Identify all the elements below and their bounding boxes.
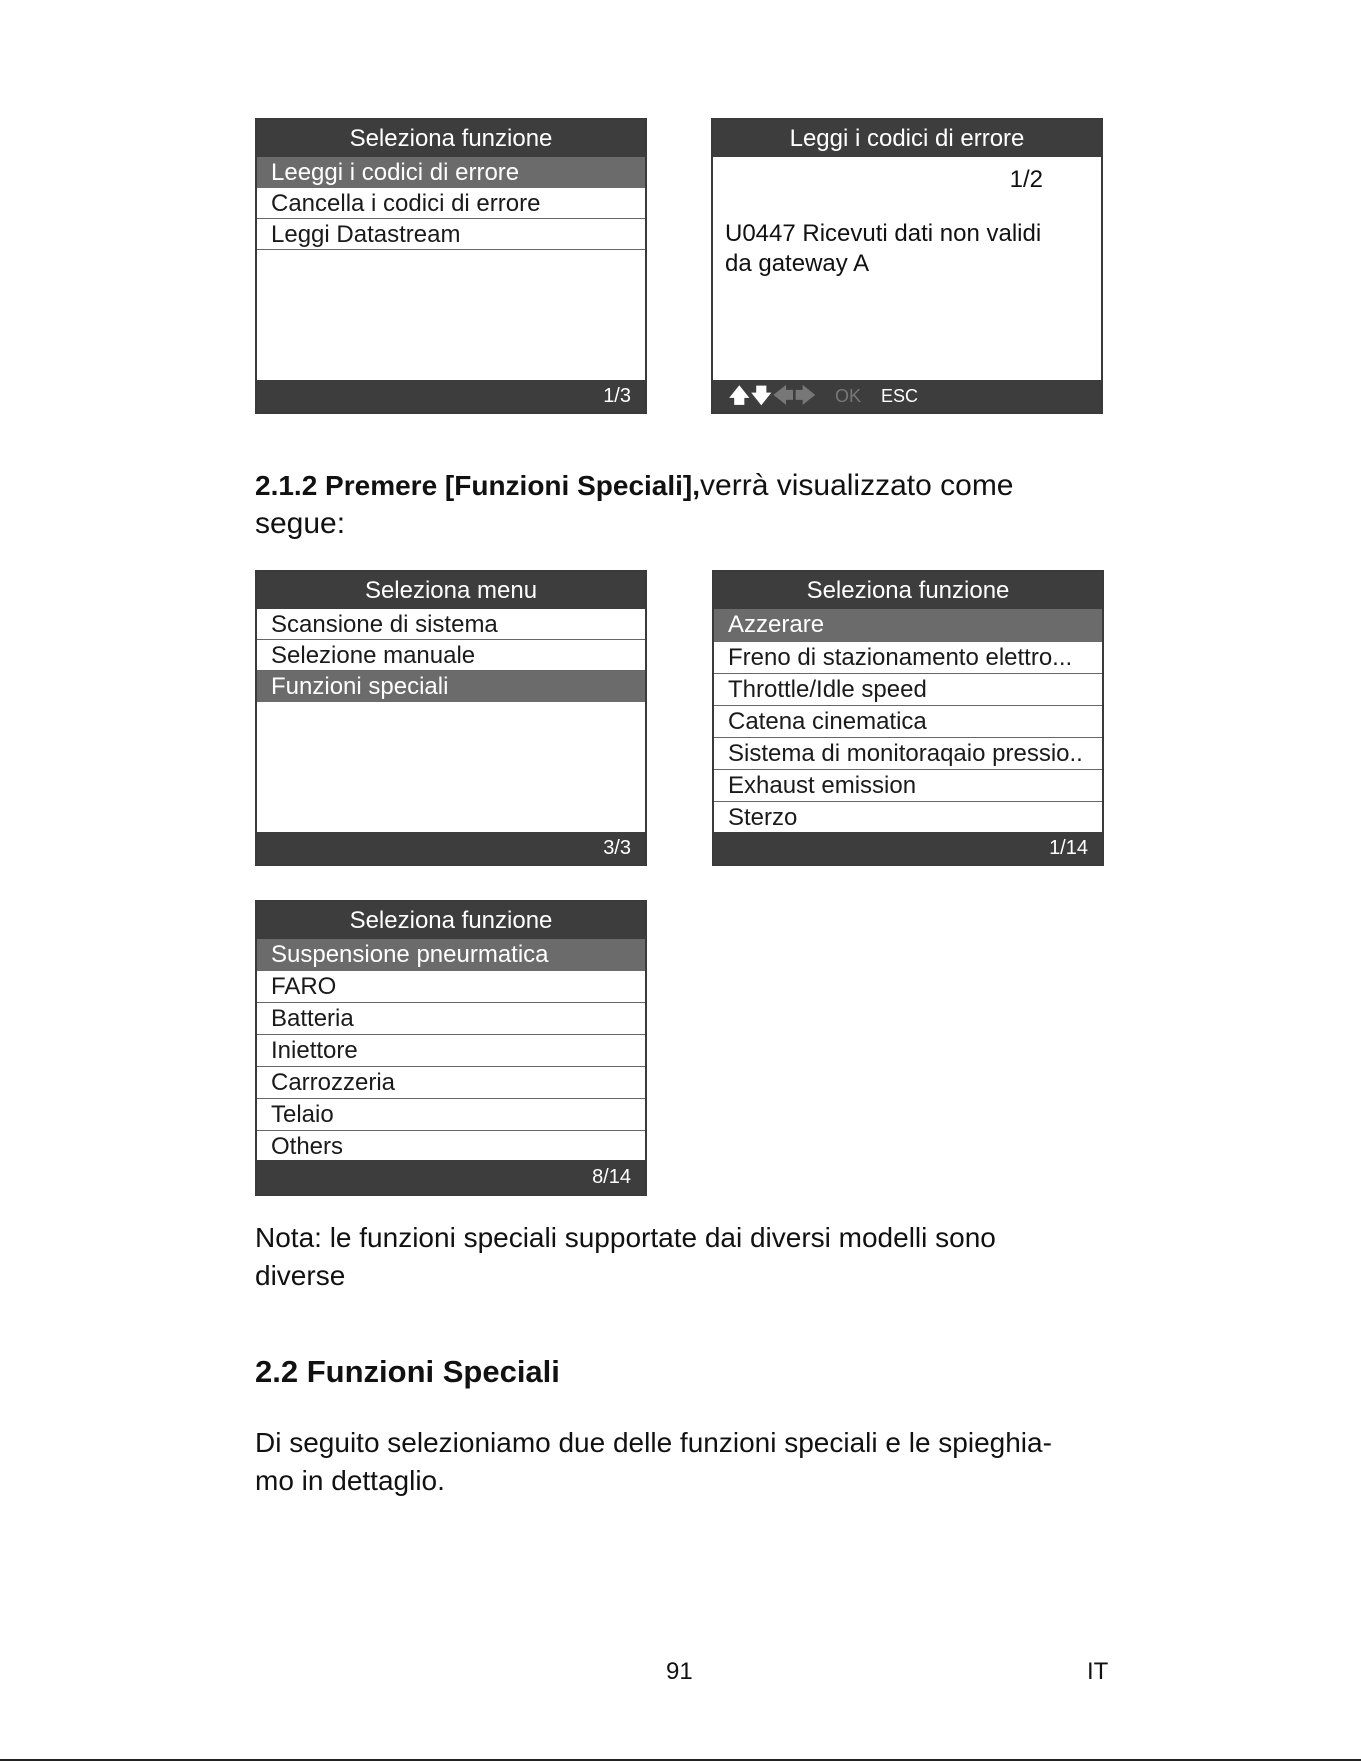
menu-item-chassis[interactable]: Telaio: [257, 1099, 645, 1131]
menu-item-air-suspension[interactable]: Suspensione pneurmatica: [257, 939, 645, 971]
screen-footer: [714, 832, 1102, 864]
section-2-2-paragraph: [255, 1424, 1155, 1500]
note-line-2: diverse: [255, 1260, 346, 1291]
section-2-2-heading: 2.2 Funzioni Speciali: [255, 1354, 560, 1389]
page-indicator: 1/14: [1049, 837, 1088, 859]
menu-list: [257, 939, 645, 1163]
screen-footer: [257, 380, 645, 412]
page-indicator: 1/3: [603, 385, 631, 407]
section-2-1-2-line2: segue:: [255, 507, 346, 540]
note-paragraph: [255, 1219, 1155, 1295]
screen-footer: [257, 832, 645, 864]
section-2-1-2-text: [255, 467, 1155, 543]
menu-list: [257, 157, 645, 250]
esc-key[interactable]: ESC: [881, 386, 919, 406]
menu-item-special-functions[interactable]: Funzioni speciali: [257, 671, 645, 702]
menu-item-steering[interactable]: Sterzo: [728, 804, 798, 831]
screen-title: Seleziona funzione: [257, 902, 645, 939]
menu-item-battery[interactable]: Batteria: [257, 1003, 645, 1035]
screen-footer: [713, 380, 1101, 412]
page-indicator: 3/3: [603, 837, 631, 859]
section-2-2-line-1: Di seguito selezioniamo due delle funzioni speciali e le spieghia-: [255, 1427, 1052, 1458]
menu-list: [714, 609, 1102, 834]
menu-item-headlamp[interactable]: FARO: [257, 971, 645, 1003]
screen-title: Seleziona menu: [257, 572, 645, 609]
note-line-1: Nota: le funzioni speciali supportate dai diversi modelli sono: [255, 1222, 996, 1253]
arrow-down-icon[interactable]: 🡇: [751, 385, 772, 407]
screen-select-function-2: [712, 570, 1104, 866]
menu-item-system-scan[interactable]: Scansione di sistema: [257, 609, 645, 640]
menu-item-tpms[interactable]: Sistema di monitoraqaio pressio..: [714, 738, 1102, 770]
arrow-right-icon[interactable]: 🡆: [795, 385, 816, 407]
screen-title: Seleziona funzione: [714, 572, 1102, 609]
menu-item-others[interactable]: Others: [257, 1131, 645, 1163]
section-2-2-line-2: mo in dettaglio.: [255, 1465, 445, 1496]
arrow-up-icon[interactable]: 🡅: [729, 385, 750, 407]
screen-read-codes: [711, 118, 1103, 414]
menu-item-exhaust[interactable]: Exhaust emission: [714, 770, 1102, 802]
menu-item-manual-selection[interactable]: Selezione manuale: [257, 640, 645, 671]
page-indicator: 1/2: [1009, 166, 1043, 193]
section-2-1-2-bold: 2.1.2 Premere [Funzioni Speciali],: [255, 470, 701, 501]
screen-select-function-1: [255, 118, 647, 414]
menu-item-injector[interactable]: Iniettore: [257, 1035, 645, 1067]
screen-title: Seleziona funzione: [257, 120, 645, 157]
screen-footer: [257, 1160, 645, 1194]
menu-item-body[interactable]: Carrozzeria: [257, 1067, 645, 1099]
nav-keys: [729, 380, 918, 412]
menu-item-clear-codes[interactable]: Cancella i codici di errore: [257, 188, 645, 219]
menu-item-datastream[interactable]: Leggi Datastream: [257, 219, 645, 250]
error-code-message: U0447 Ricevuti dati non validi da gateway A: [725, 220, 1042, 277]
language-code: IT: [1087, 1658, 1109, 1685]
screen-select-menu: [255, 570, 647, 866]
page-number: 91: [666, 1658, 693, 1685]
arrow-left-icon[interactable]: 🡄: [773, 385, 794, 407]
screen-title: Leggi i codici di errore: [713, 120, 1101, 157]
ok-key[interactable]: OK: [835, 386, 862, 406]
menu-item-throttle[interactable]: Throttle/Idle speed: [714, 674, 1102, 706]
menu-item-parking-brake[interactable]: Freno di stazionamento elettro...: [714, 642, 1102, 674]
section-2-1-2-rest: verrà visualizzato come: [700, 469, 1014, 502]
page-indicator: 8/14: [592, 1166, 631, 1188]
screen-select-function-3: [255, 900, 647, 1196]
menu-item-read-codes[interactable]: Leeggi i codici di errore: [257, 157, 645, 188]
menu-list: [257, 609, 645, 702]
menu-item-drivetrain[interactable]: Catena cinematica: [714, 706, 1102, 738]
menu-item-reset[interactable]: Azzerare: [714, 609, 1102, 642]
